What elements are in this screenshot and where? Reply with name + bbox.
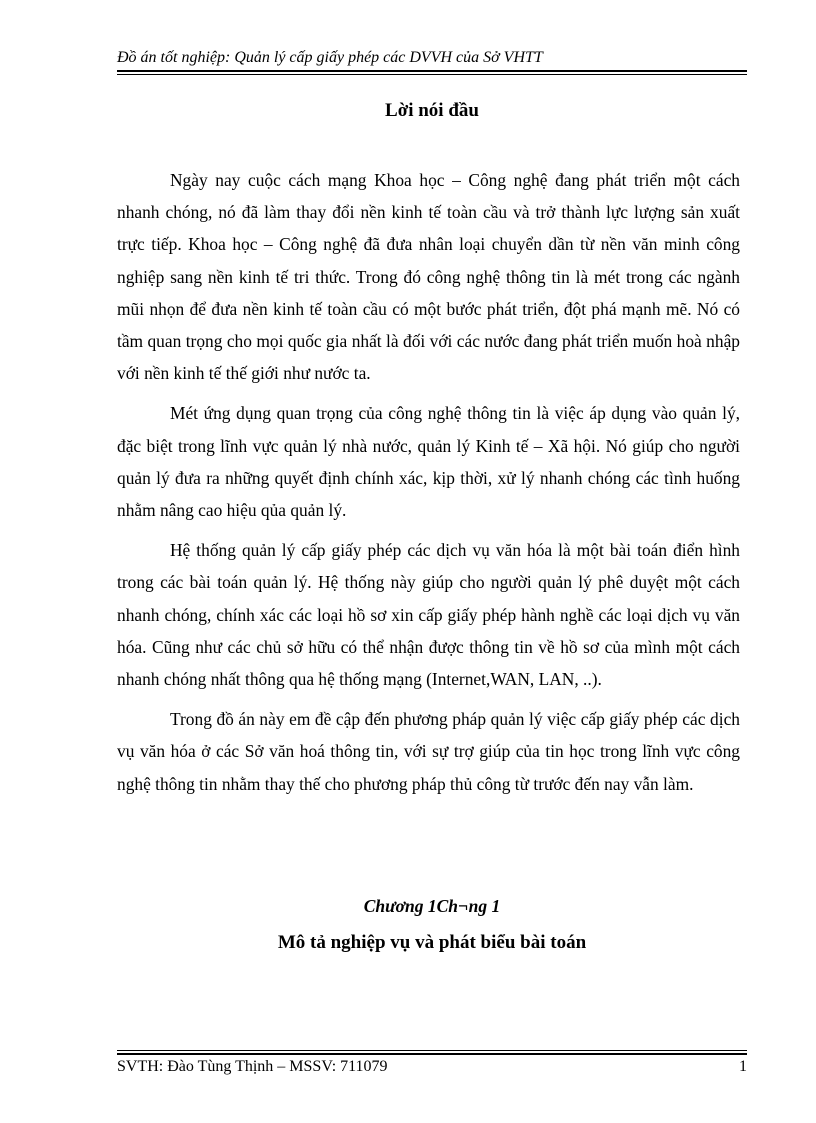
body-text bbox=[117, 164, 740, 808]
footer-rule-thin bbox=[117, 1050, 747, 1051]
running-footer bbox=[117, 1057, 747, 1077]
paragraph: Trong đồ án này em đề cập đến phương pháp quản lý việc cấp giấy phép các dịch vụ văn hóa ở các Sở văn hoá thông tin, với sự trợ giúp của tin học trong lĩnh vực công nghệ thông tin nhằm thay thế cho phương pháp thủ công từ trước đến nay vẫn làm. bbox=[117, 709, 740, 794]
page-title: Lời nói đầu bbox=[385, 100, 479, 121]
footer-rule-thick bbox=[117, 1053, 747, 1055]
paragraph: Ngày nay cuộc cách mạng Khoa học – Công nghệ đang phát triển một cách nhanh chóng, nó đã làm thay đổi nền kinh tế toàn cầu và trở thành lực lượng sản xuất trực tiếp. Khoa học – Công nghệ đã đưa nhân loại chuyển dần từ nền văn minh công nghiệp sang nền kinh tế tri thức. Trong đó công nghệ thông tin là mét trong các ngành mũi nhọn để đưa nền kinh tế toàn cầu có một bước phát triển, đột phá mạnh mẽ. Nó có tầm quan trọng cho mọi quốc gia nhất là đối với các nước đang phát triển muốn hoà nhập với nền kinh tế thế giới như nước ta. bbox=[117, 170, 740, 384]
running-header: Đồ án tốt nghiệp: Quản lý cấp giấy phép các DVVH của Sở VHTT bbox=[117, 49, 543, 66]
paragraph: Mét ứng dụng quan trọng của công nghệ thông tin là việc áp dụng vào quản lý, đặc biệt trong lĩnh vực quản lý nhà nước, quản lý Kinh tế – Xã hội. Nó giúp cho người quản lý đưa ra những quyết định chính xác, kịp thời, xử lý nhanh chóng các tình huống nhằm nâng cao hiệu qủa quản lý. bbox=[117, 403, 740, 521]
page-number: 1 bbox=[739, 1058, 747, 1075]
header-rule-thick bbox=[117, 70, 747, 72]
header-rule-thin bbox=[117, 74, 747, 75]
chapter-heading: Chương 1Ch¬ng 1 bbox=[363, 896, 501, 916]
section-title: Mô tả nghiệp vụ và phát biểu bài toán bbox=[277, 932, 587, 953]
paragraph: Hệ thống quản lý cấp giấy phép các dịch vụ văn hóa là một bài toán điển hình trong các bài toán quản lý. Hệ thống này giúp cho người quản lý phê duyệt một cách nhanh chóng, chính xác các loại hồ sơ xin cấp giấy phép hành nghề các loại dịch vụ văn hóa. Cũng như các chủ sở hữu có thể nhận được thông tin về hồ sơ của mình một cách nhanh chóng nhất thông qua hệ thống mạng (Internet,WAN, LAN, ..). bbox=[117, 540, 740, 690]
footer-author: SVTH: Đào Tùng Thịnh – MSSV: 711079 bbox=[117, 1058, 388, 1075]
